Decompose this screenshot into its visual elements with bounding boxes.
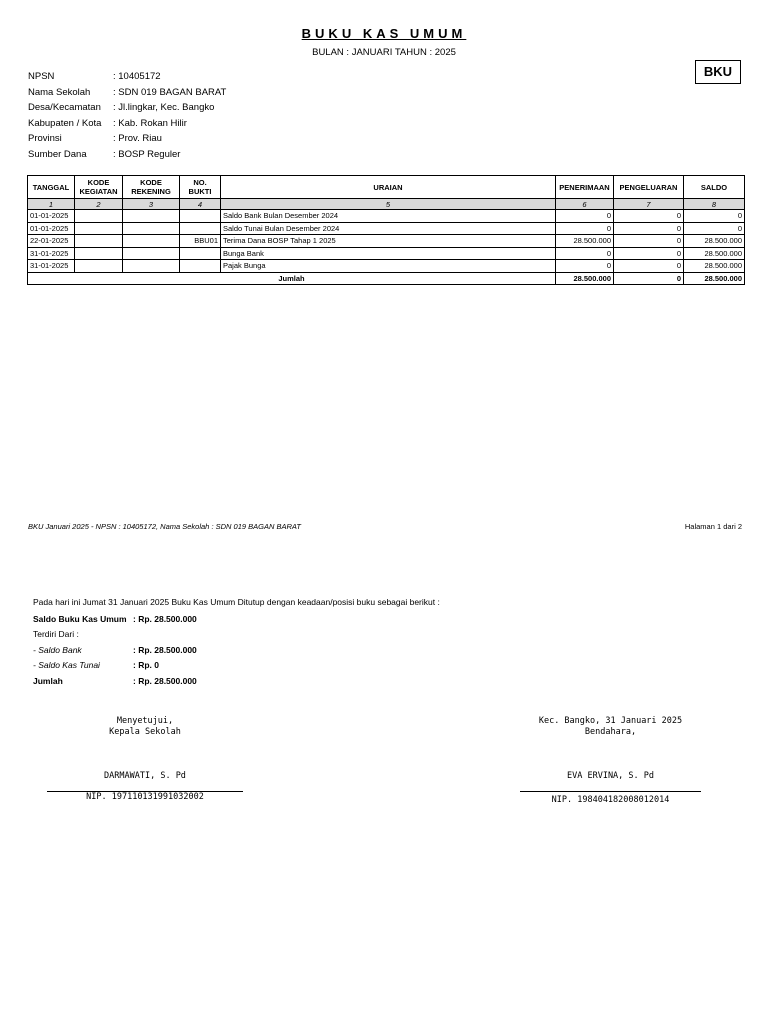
info-row-provinsi: Provinsi : Prov. Riau [28, 133, 162, 145]
bku-table [27, 175, 745, 285]
info-row-kabupaten: Kabupaten / Kota : Kab. Rokan Hilir [28, 117, 187, 129]
page-subtitle: BULAN : JANUARI TAHUN : 2025 [312, 47, 456, 58]
info-row-npsn: NPSN : 10405172 [28, 71, 161, 82]
col-header-pengeluaran: PENGELUARAN [614, 176, 684, 199]
info-row-desa-kecamatan: Desa/Kecamatan : Jl.lingkar, Kec. Bangko [28, 102, 215, 114]
col-header-tanggal: TANGGAL [28, 176, 75, 199]
col-header-penerimaan: PENERIMAAN [556, 176, 614, 199]
info-row-nama-sekolah: Nama Sekolah : SDN 019 BAGAN BARAT [28, 86, 227, 98]
table-row: 22-01-2025 BBU01 Terima Dana BOSP Tahap 1 2025 28.500.000 0 28.500.000 [28, 235, 745, 248]
school-info [28, 69, 226, 163]
table-header-row [28, 176, 745, 199]
total-pengeluaran: 0 [614, 272, 684, 285]
column-number-row: 1 2 3 4 5 6 7 8 [28, 199, 745, 210]
closing-statement: Pada hari ini Jumat 31 Januari 2025 Buku Kas Umum Ditutup dengan keadaan/posisi buku sebagai berikut : [33, 597, 440, 607]
terdiri-dari: Terdiri Dari : [33, 629, 79, 639]
sign-left-nip: NIP. 197110131991032002 [86, 792, 204, 802]
table-row: 01-01-2025 Saldo Tunai Bulan Desember 2024 0 0 0 [28, 222, 745, 235]
saldo-bank-row: - Saldo Bank : Rp. 28.500.000 [33, 645, 197, 655]
table-row: 31-01-2025 Pajak Bunga 0 0 28.500.000 [28, 260, 745, 273]
sign-left-approval: Menyetujui, [116, 716, 174, 726]
col-header-saldo: SALDO [684, 176, 745, 199]
col-header-uraian: URAIAN [221, 176, 556, 199]
table-row: 01-01-2025 Saldo Bank Bulan Desember 2024 0 0 0 [28, 210, 745, 223]
col-header-kode-rekening: KODE REKENING [123, 176, 180, 199]
page-number: Halaman 1 dari 2 [684, 522, 742, 531]
sign-right-line [520, 791, 701, 792]
col-header-kode-kegiatan: KODE KEGIATAN [75, 176, 123, 199]
saldo-bku-row: Saldo Buku Kas Umum : Rp. 28.500.000 [33, 614, 197, 624]
total-saldo: 28.500.000 [684, 272, 745, 285]
col-header-no-bukti: NO. BUKTI [180, 176, 221, 199]
sign-right-title: Bendahara, [584, 727, 637, 737]
jumlah-row: Jumlah : Rp. 28.500.000 [33, 676, 197, 686]
table-row: 31-01-2025 Bunga Bank 0 0 28.500.000 [28, 247, 745, 260]
sign-right-place-date: Kec. Bangko, 31 Januari 2025 [538, 716, 683, 726]
total-penerimaan: 28.500.000 [556, 272, 614, 285]
saldo-tunai-row: - Saldo Kas Tunai : Rp. 0 [33, 660, 159, 670]
sign-left-name: DARMAWATI, S. Pd [104, 771, 186, 781]
sign-right-name: EVA ERVINA, S. Pd [567, 771, 654, 781]
page-footer-info: BKU Januari 2025 - NPSN : 10405172, Nama Sekolah : SDN 019 BAGAN BARAT [28, 522, 301, 531]
info-row-sumber-dana: Sumber Dana : BOSP Reguler [28, 148, 181, 160]
sign-right-nip: NIP. 198404182008012014 [551, 795, 670, 805]
page-title: BUKU KAS UMUM [301, 26, 467, 41]
total-label: Jumlah [28, 272, 556, 285]
table-total-row [28, 272, 745, 285]
sign-left-title: Kepala Sekolah [109, 727, 181, 737]
bku-badge: BKU [695, 60, 741, 84]
